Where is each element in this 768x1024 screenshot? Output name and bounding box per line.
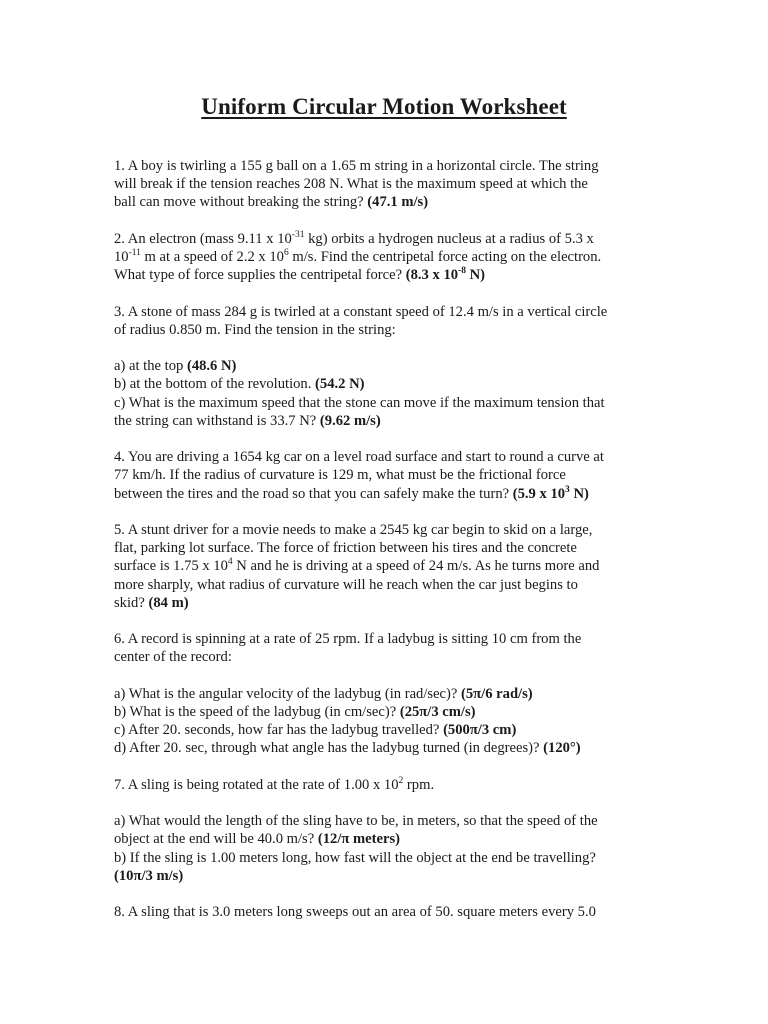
- question-2-text: m/s. Find the centripetal force acting on the electron.: [288, 249, 602, 265]
- question-7-part-b-line-2: [114, 867, 662, 885]
- question-5-text: skid?: [114, 594, 149, 611]
- question-8: [114, 903, 662, 921]
- question-4: [114, 448, 662, 503]
- part-text: a) What is the angular velocity of the ladybug (in rad/sec)?: [114, 685, 462, 702]
- question-6-part-b: [114, 703, 662, 721]
- question-7-part-a-line-1: a) What would the length of the sling have to be, in meters, so that the speed of the: [114, 813, 598, 830]
- question-3-part-b: [114, 375, 662, 393]
- question-2-text: 2. An electron (mass 9.11 x 10: [114, 230, 292, 247]
- answer-text: (5.9 x 10: [512, 485, 566, 502]
- question-3: [114, 303, 662, 339]
- question-6-parts: [114, 685, 662, 758]
- exponent: -31: [291, 229, 305, 240]
- part-text: b) What is the speed of the ladybug (in cm/sec)?: [114, 703, 400, 720]
- question-2-text: kg) orbits a hydrogen nucleus at a radius of 5.3 x: [304, 230, 594, 247]
- question-6a-answer: (5π/6 rad/s): [461, 685, 533, 702]
- question-2-answer: [406, 267, 485, 283]
- question-1-line-2: will break if the tension reaches 208 N. What is the maximum speed at which the: [114, 176, 588, 193]
- question-1: [114, 157, 662, 212]
- question-1-line-3: [114, 193, 662, 211]
- question-7: [114, 776, 662, 794]
- question-6d-answer: (120°): [543, 740, 581, 757]
- part-text: c) After 20. seconds, how far has the ladybug travelled?: [114, 722, 444, 739]
- question-4-line-1: 4. You are driving a 1654 kg car on a level road surface and start to round a curve at: [114, 449, 604, 466]
- question-3-line-2: of radius 0.850 m. Find the tension in the string:: [114, 321, 396, 338]
- question-7-line-1: [114, 776, 662, 794]
- question-4-answer: [513, 486, 589, 502]
- question-4-line-2: 77 km/h. If the radius of curvature is 129 m, what must be the frictional force: [114, 467, 566, 484]
- part-text: b) at the bottom of the revolution.: [114, 376, 316, 393]
- question-7a-answer: (12/π meters): [317, 831, 400, 848]
- question-5-text: surface is 1.75 x 10: [114, 558, 228, 575]
- exponent: -8: [458, 266, 466, 277]
- question-3-line-1: 3. A stone of mass 284 g is twirled at a constant speed of 12.4 m/s in a vertical circle: [114, 303, 608, 320]
- question-5-line-3: [114, 557, 662, 575]
- answer-text: N): [465, 267, 486, 284]
- question-6c-answer: (500π/3 cm): [443, 722, 517, 739]
- question-6-line-2: center of the record:: [114, 649, 232, 666]
- question-5-answer: (84 m): [148, 594, 189, 611]
- part-text: the string can withstand is 33.7 N?: [114, 412, 320, 429]
- part-text: a) at the top: [114, 358, 187, 375]
- exponent: -11: [128, 248, 141, 259]
- exponent: 2: [398, 775, 404, 786]
- question-7-part-b-line-1: b) If the sling is 1.00 meters long, how fast will the object at the end be travelling?: [114, 849, 596, 866]
- question-2: [114, 230, 662, 285]
- question-3a-answer: (48.6 N): [186, 358, 237, 375]
- exponent: 3: [565, 484, 570, 495]
- question-3-part-c-line-2: [114, 412, 662, 430]
- question-3-parts: [114, 357, 662, 430]
- answer-text: N): [569, 485, 589, 502]
- question-2-line-2: [114, 248, 662, 266]
- question-7-parts: [114, 812, 662, 885]
- question-2-line-1: [114, 230, 662, 248]
- question-6-part-d: [114, 739, 662, 757]
- worksheet-title: Uniform Circular Motion Worksheet: [201, 94, 567, 119]
- question-7-text: rpm.: [403, 776, 435, 793]
- question-5: [114, 521, 662, 612]
- question-5-line-2: flat, parking lot surface. The force of friction between his tires and the concrete: [114, 540, 577, 557]
- question-2-line-3: [114, 266, 662, 284]
- exponent: 6: [283, 248, 289, 259]
- question-6b-answer: (25π/3 cm/s): [399, 703, 476, 720]
- question-7b-answer: (10π/3 m/s): [114, 867, 184, 884]
- question-3-part-c-line-1: c) What is the maximum speed that the stone can move if the maximum tension that: [114, 394, 605, 411]
- question-7-part-a-line-2: [114, 830, 662, 848]
- question-6-part-c: [114, 721, 662, 739]
- question-6-part-a: [114, 685, 662, 703]
- question-5-line-1: 5. A stunt driver for a movie needs to make a 2545 kg car begin to skid on a large,: [114, 521, 593, 538]
- part-text: d) After 20. sec, through what angle has the ladybug turned (in degrees)?: [114, 740, 544, 757]
- question-4-text: between the tires and the road so that you can safely make the turn?: [114, 485, 513, 502]
- question-2-text: m at a speed of 2.2 x 10: [140, 249, 284, 265]
- question-1-text: ball can move without breaking the string?: [114, 194, 368, 211]
- question-4-line-3: [114, 485, 662, 503]
- worksheet-content: [114, 157, 662, 940]
- question-5-line-5: [114, 594, 662, 612]
- answer-text: (8.3 x 10: [405, 267, 459, 284]
- question-7-text: 7. A sling is being rotated at the rate of 1.00 x 10: [114, 776, 399, 793]
- question-2-text: 10: [114, 249, 129, 265]
- question-6-line-1: 6. A record is spinning at a rate of 25 rpm. If a ladybug is sitting 10 cm from the: [114, 631, 582, 648]
- question-1-line-1: 1. A boy is twirling a 155 g ball on a 1.65 m string in a horizontal circle. The string: [114, 158, 599, 174]
- question-3b-answer: (54.2 N): [315, 376, 365, 393]
- question-2-text: What type of force supplies the centripetal force?: [114, 267, 406, 284]
- part-text: object at the end will be 40.0 m/s?: [114, 831, 318, 848]
- question-5-text: N and he is driving at a speed of 24 m/s. As he turns more and: [232, 558, 600, 575]
- question-3-part-a: [114, 357, 662, 375]
- question-3c-answer: (9.62 m/s): [319, 412, 381, 429]
- question-1-answer: (47.1 m/s): [367, 194, 429, 211]
- exponent: 4: [227, 557, 233, 568]
- question-5-line-4: more sharply, what radius of curvature will he reach when the car just begins to: [114, 576, 578, 593]
- question-6: [114, 630, 662, 666]
- question-8-line-1: 8. A sling that is 3.0 meters long sweeps out an area of 50. square meters every 5.0: [114, 904, 596, 921]
